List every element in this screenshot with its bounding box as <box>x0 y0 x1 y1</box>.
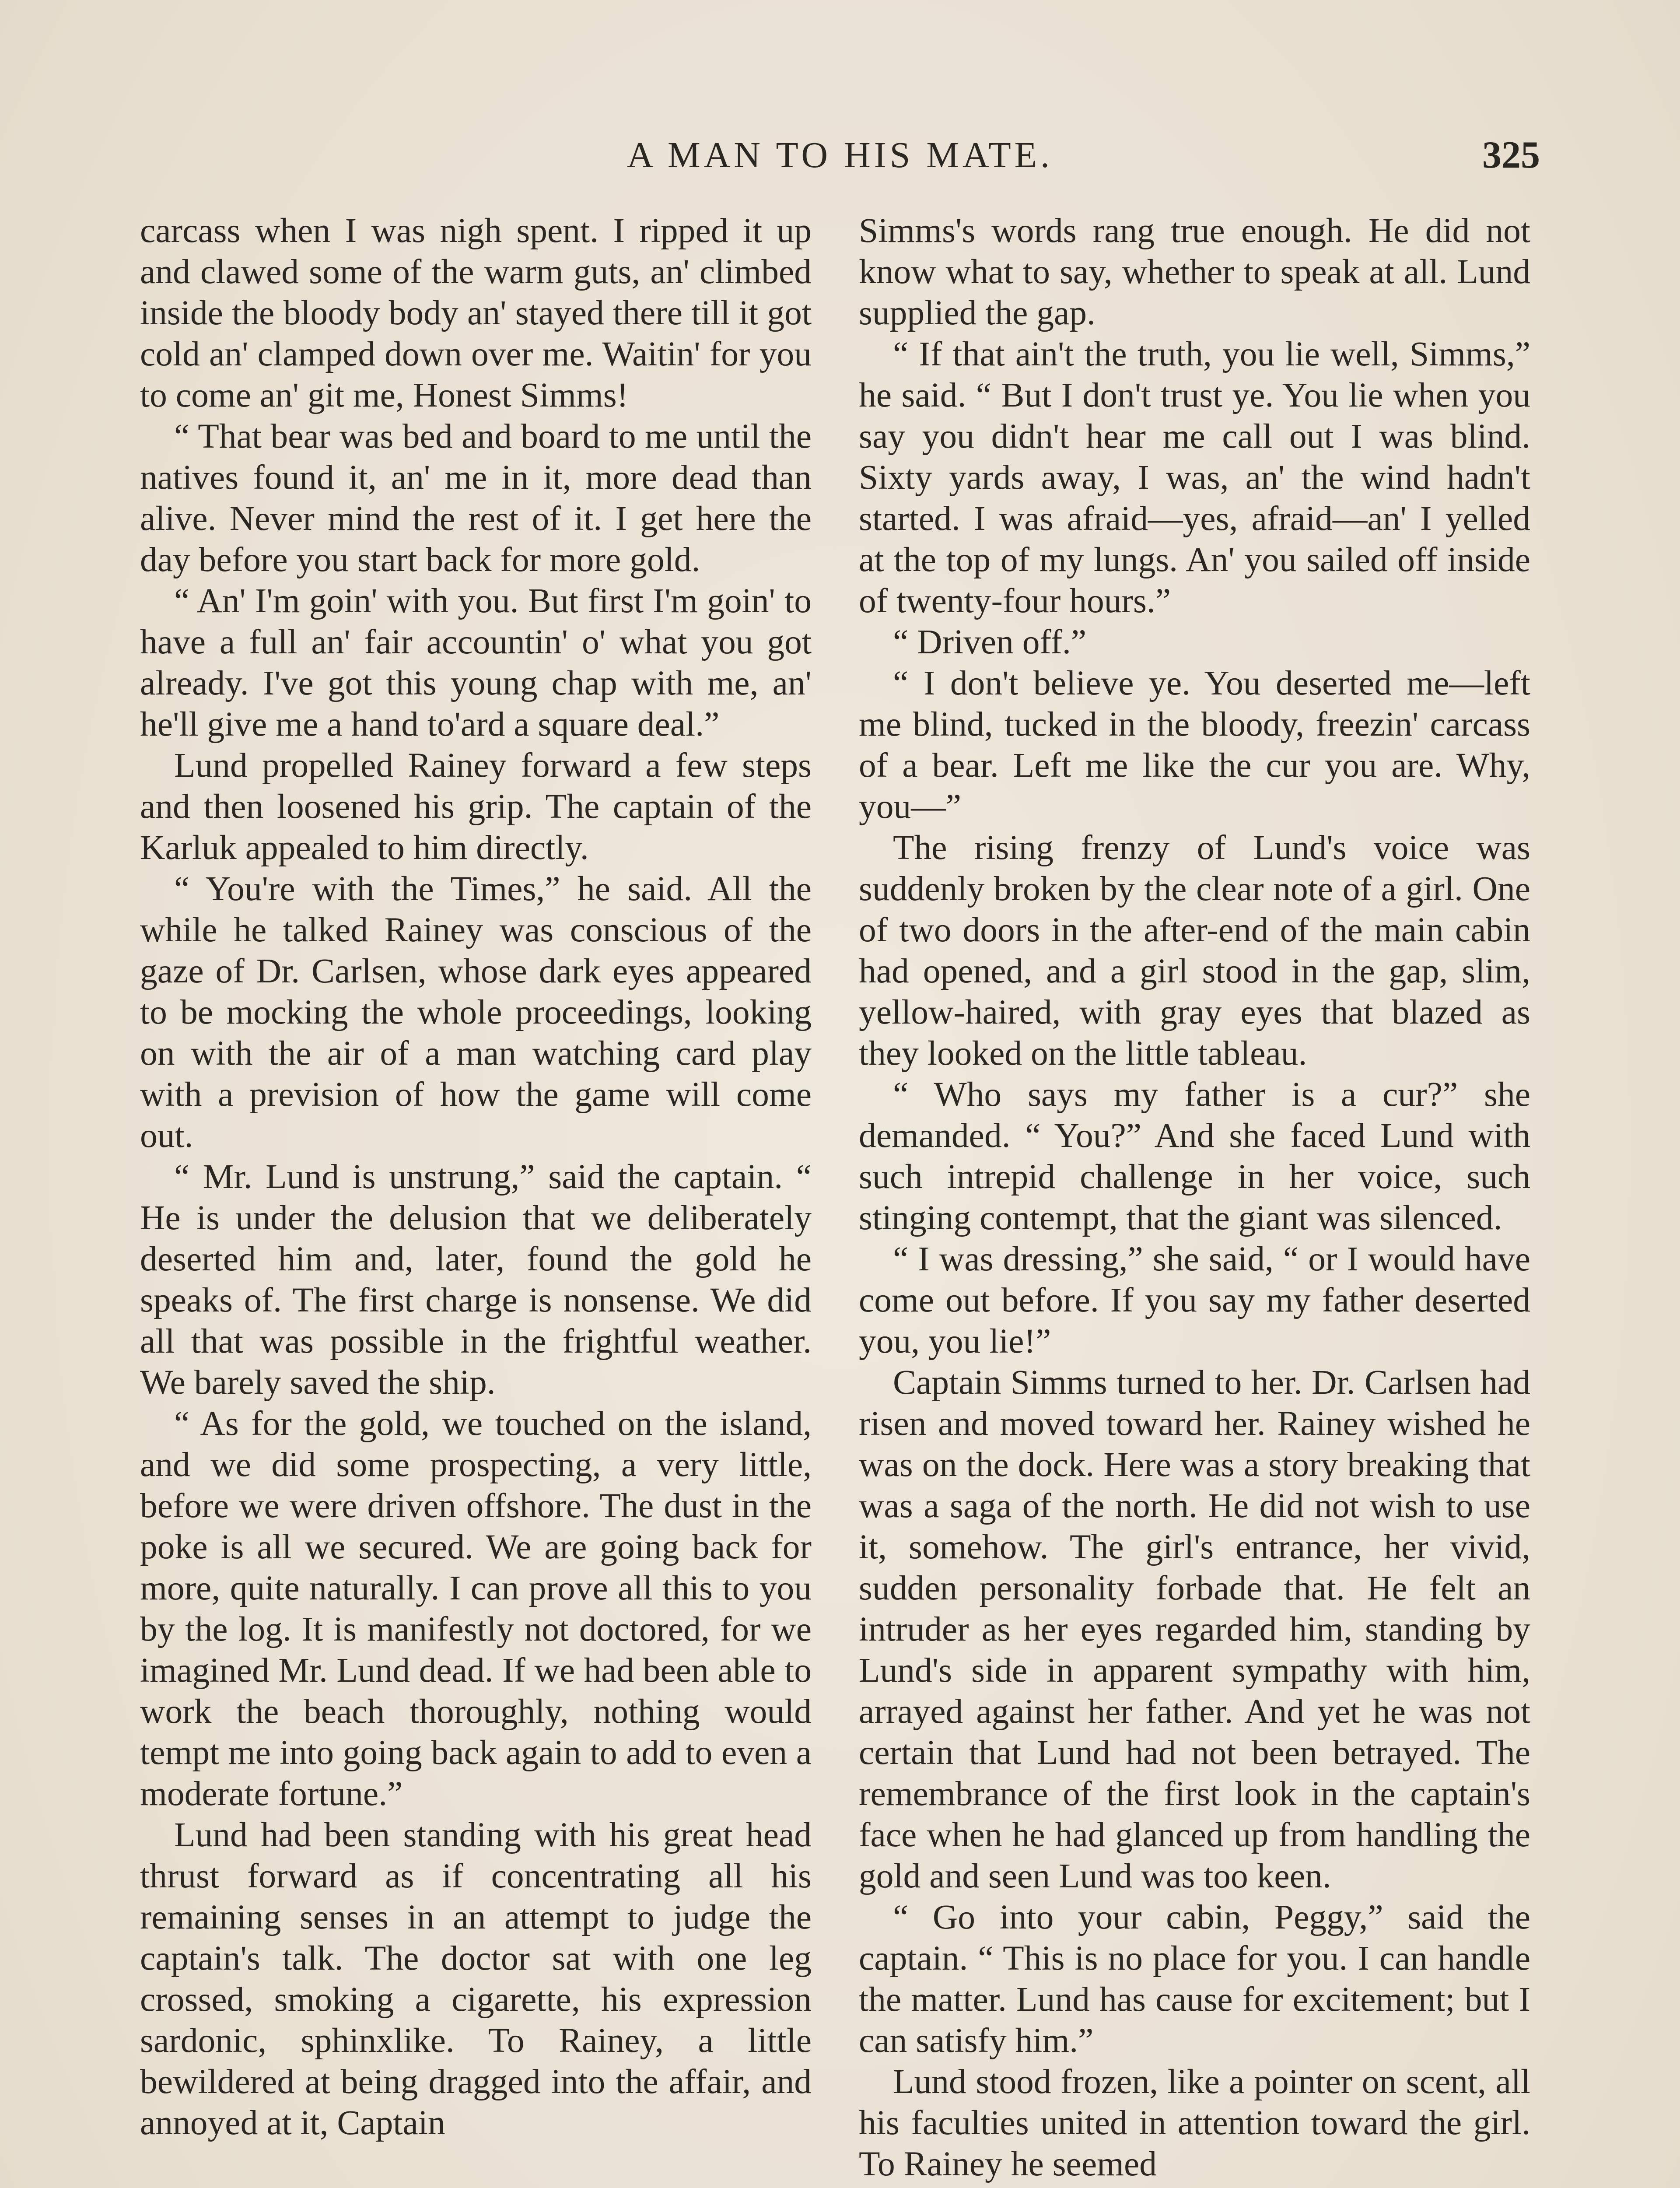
right-column <box>859 210 1530 2184</box>
paragraph: “ Who says my father is a cur?” she demanded. “ You?” And she faced Lund with such intrepid challenge in her voice, such stinging contempt, that the giant was silenced. <box>859 1075 1530 1237</box>
paragraph: “ I don't believe ye. You deserted me—left me blind, tucked in the bloody, freezin' carcass of a bear. Left me like the cur you are. Why, you—” <box>859 664 1530 826</box>
page-number: 325 <box>1482 134 1540 176</box>
paragraph: “ Go into your cabin, Peggy,” said the captain. “ This is no place for you. I can handle the matter. Lund has cause for excitement; but I can satisfy him.” <box>859 1898 1530 2060</box>
paragraph: “ You're with the Times,” he said. All the while he talked Rainey was conscious of the gaze of Dr. Carlsen, whose dark eyes appeared to be mocking the whole proceedings, looking on with the air of a man watching card play with a prevision of how the game will come out. <box>140 870 812 1155</box>
paragraph: The rising frenzy of Lund's voice was suddenly broken by the clear note of a girl. One of two doors in the after-end of the main cabin had opened, and a girl stood in the gap, slim, yellow-haired, with gray eyes that blazed as they looked on the little tableau. <box>859 828 1530 1073</box>
paragraph: carcass when I was nigh spent. I ripped it up and clawed some of the warm guts, an' climbed inside the bloody body an' stayed there till it got cold an' clamped down over me. Waitin' for you to come an' git me, Honest Simms! <box>140 211 812 414</box>
left-column <box>140 210 812 2143</box>
paragraph: “ An' I'm goin' with you. But first I'm goin' to have a full an' fair accountin' o' what you got already. I've got this young chap with me, an' he'll give me a hand to'ard a square deal.” <box>140 582 812 743</box>
paragraph: Lund propelled Rainey forward a few steps and then loosened his grip. The captain of the Karluk appealed to him directly. <box>140 746 812 867</box>
running-title: A MAN TO HIS MATE. <box>627 135 1053 175</box>
paragraph: “ That bear was bed and board to me until the natives found it, an' me in it, more dead than alive. Never mind the rest of it. I get here the day before you start back for more gold. <box>140 417 812 579</box>
page-header <box>140 131 1540 179</box>
paragraph: Captain Simms turned to her. Dr. Carlsen had risen and moved toward her. Rainey wished he was on the dock. Here was a story breaking that was a saga of the north. He did not wish to use it, somehow. The girl's entrance, her vivid, sudden personality forbade that. He felt an intruder as her eyes regarded him, standing by Lund's side in apparent sympathy with him, arrayed against her father. And yet he was not certain that Lund had not been betrayed. The remembrance of the first look in the captain's face when he had glanced up from handling the gold and seen Lund was too keen. <box>859 1363 1530 1895</box>
paragraph: “ Mr. Lund is unstrung,” said the captain. “ He is under the delusion that we deliberately deserted him and, later, found the gold he speaks of. The first charge is nonsense. We did all that was possible in the frightful weather. We barely saved the ship. <box>140 1157 812 1402</box>
paragraph: “ If that ain't the truth, you lie well, Simms,” he said. “ But I don't trust ye. You lie when you say you didn't hear me call out I was blind. Sixty yards away, I was, an' the wind hadn't started. I was afraid—yes, afraid—an' I yelled at the top of my lungs. An' you sailed off inside of twenty-four hours.” <box>859 335 1530 620</box>
paragraph: Lund had been standing with his great head thrust forward as if concentrating all his remaining senses in an attempt to judge the captain's talk. The doctor sat with one leg crossed, smoking a cigarette, his expression sardonic, sphinxlike. To Rainey, a little bewildered at being dragged into the affair, and annoyed at it, Captain <box>140 1816 812 2142</box>
paragraph: “ Driven off.” <box>893 623 1087 661</box>
paragraph: “ I was dressing,” she said, “ or I would have come out before. If you say my father deserted you, you lie!” <box>859 1240 1530 1360</box>
paragraph: Lund stood frozen, like a pointer on scent, all his faculties united in attention toward the girl. To Rainey he seemed <box>859 2062 1530 2183</box>
paragraph: “ As for the gold, we touched on the island, and we did some prospecting, a very little, before we were driven offshore. The dust in the poke is all we secured. We are going back for more, quite naturally. I can prove all this to you by the log. It is manifestly not doctored, for we imagined Mr. Lund dead. If we had been able to work the beach thoroughly, nothing would tempt me into going back again to add to even a moderate fortune.” <box>140 1404 812 1813</box>
paragraph: Simms's words rang true enough. He did not know what to say, whether to speak at all. Lund supplied the gap. <box>859 211 1530 332</box>
